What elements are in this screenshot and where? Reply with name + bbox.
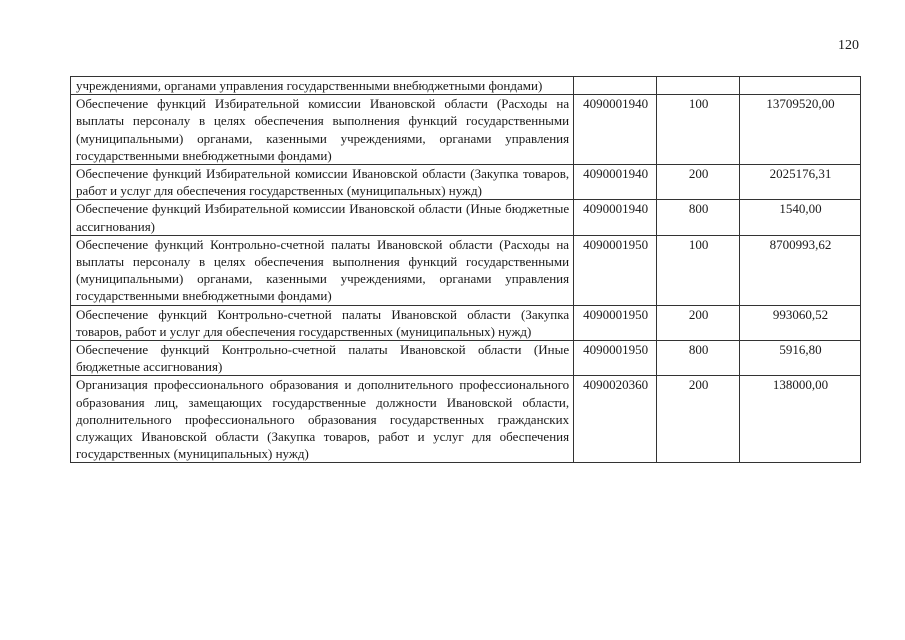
- row-amount: 993060,52: [740, 305, 861, 340]
- row-description: учреждениями, органами управления государственными внебюджетными фондами): [71, 77, 574, 95]
- row-target-code: 4090001940: [574, 200, 657, 235]
- row-amount: [740, 77, 861, 95]
- row-amount: 13709520,00: [740, 95, 861, 165]
- row-expense-type: 800: [657, 200, 740, 235]
- row-target-code: 4090001940: [574, 165, 657, 200]
- row-target-code: 4090001950: [574, 235, 657, 305]
- row-target-code: 4090020360: [574, 376, 657, 463]
- table-row: [71, 376, 861, 463]
- row-expense-type: 100: [657, 235, 740, 305]
- row-description: Обеспечение функций Контрольно-счетной палаты Ивановской области (Закупка товаров, работ и услуг для обеспечения государственных (муниципальных) нужд): [71, 305, 574, 340]
- row-amount: 2025176,31: [740, 165, 861, 200]
- row-amount: 1540,00: [740, 200, 861, 235]
- table-row: [71, 235, 861, 305]
- row-target-code: 4090001950: [574, 305, 657, 340]
- row-target-code: 4090001940: [574, 95, 657, 165]
- row-description: Обеспечение функций Избирательной комиссии Ивановской области (Расходы на выплаты персоналу в целях обеспечения выполнения функций государственными (муниципальными) органами, казенными учреждениями, органами управления государственными внебюджетными фондами): [71, 95, 574, 165]
- row-description: Обеспечение функций Контрольно-счетной палаты Ивановской области (Расходы на выплаты персоналу в целях обеспечения выполнения функций государственными (муниципальными) органами, казенными учреждениями, органами управления государственными внебюджетными фондами): [71, 235, 574, 305]
- row-expense-type: 200: [657, 305, 740, 340]
- row-description: Обеспечение функций Избирательной комиссии Ивановской области (Иные бюджетные ассигнования): [71, 200, 574, 235]
- row-expense-type: [657, 77, 740, 95]
- row-description: Организация профессионального образования и дополнительного профессионального образования лиц, замещающих государственные должности Ивановской области, дополнительного профессионального образования государственных гражданских служащих Ивановской области (Закупка товаров, работ и услуг для обеспечения государственных (муниципальных) нужд): [71, 376, 574, 463]
- row-target-code: [574, 77, 657, 95]
- row-amount: 5916,80: [740, 341, 861, 376]
- row-target-code: 4090001950: [574, 341, 657, 376]
- row-expense-type: 200: [657, 376, 740, 463]
- page-number: 120: [838, 38, 859, 53]
- budget-table: [70, 76, 861, 463]
- table-row: [71, 165, 861, 200]
- budget-table-body: [71, 77, 861, 463]
- row-expense-type: 200: [657, 165, 740, 200]
- table-row: [71, 341, 861, 376]
- table-row: [71, 77, 861, 95]
- table-row: [71, 95, 861, 165]
- row-description: Обеспечение функций Контрольно-счетной палаты Ивановской области (Иные бюджетные ассигнования): [71, 341, 574, 376]
- table-row: [71, 305, 861, 340]
- table-row: [71, 200, 861, 235]
- row-expense-type: 800: [657, 341, 740, 376]
- row-amount: 8700993,62: [740, 235, 861, 305]
- row-expense-type: 100: [657, 95, 740, 165]
- row-amount: 138000,00: [740, 376, 861, 463]
- row-description: Обеспечение функций Избирательной комиссии Ивановской области (Закупка товаров, работ и услуг для обеспечения государственных (муниципальных) нужд): [71, 165, 574, 200]
